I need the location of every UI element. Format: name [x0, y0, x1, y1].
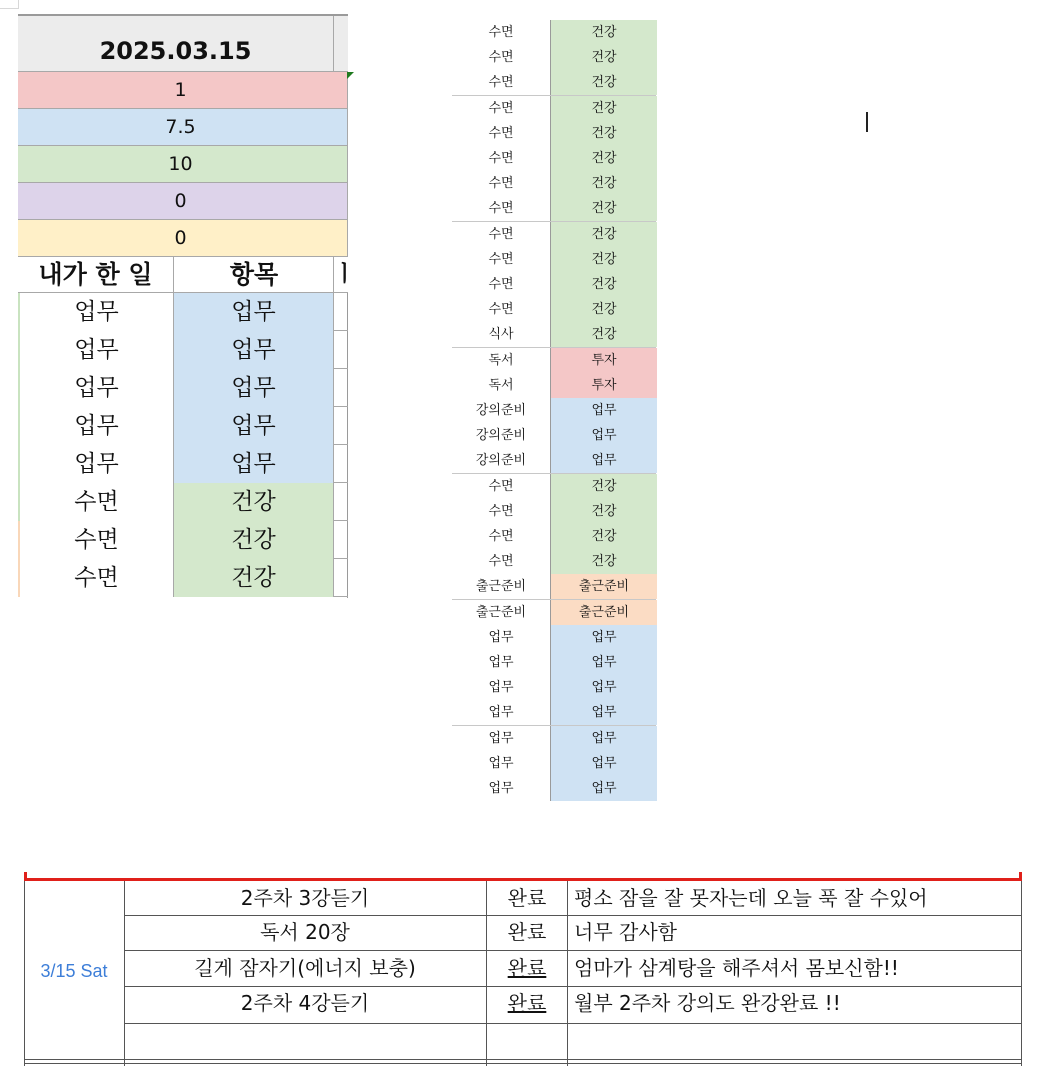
activity-cell[interactable]: 수면	[452, 297, 550, 322]
list-item	[452, 625, 656, 650]
item-cell[interactable]: 건강	[173, 483, 334, 521]
list-item	[452, 675, 656, 700]
category-cell[interactable]: 업무	[550, 398, 657, 423]
category-cell[interactable]: 출근준비	[550, 574, 657, 599]
category-cell[interactable]: 건강	[550, 70, 657, 95]
list-item	[452, 776, 656, 801]
activity-cell[interactable]: 출근준비	[452, 574, 550, 599]
category-cell[interactable]: 출근준비	[550, 600, 657, 625]
list-item	[452, 373, 656, 398]
item-cell[interactable]: 건강	[173, 559, 334, 597]
list-item	[452, 45, 656, 70]
category-cell[interactable]: 건강	[550, 45, 657, 70]
table-row	[18, 369, 348, 407]
done-cell[interactable]: 업무	[20, 369, 173, 407]
category-cell[interactable]: 건강	[550, 196, 657, 221]
done-cell[interactable]: 업무	[20, 407, 173, 445]
table-row	[18, 331, 348, 369]
list-item	[452, 524, 656, 549]
category-cell[interactable]: 건강	[550, 524, 657, 549]
list-item	[452, 398, 656, 423]
activity-cell[interactable]: 업무	[452, 650, 550, 675]
category-cell[interactable]: 건강	[550, 474, 657, 499]
header-extra[interactable]: ㅣ	[333, 257, 349, 293]
stat-value[interactable]: 7.5	[165, 116, 196, 138]
category-cell[interactable]: 건강	[550, 121, 657, 146]
column-divider	[333, 16, 334, 72]
column-divider	[347, 109, 348, 146]
item-cell[interactable]: 업무	[173, 293, 334, 331]
category-cell[interactable]: 건강	[550, 96, 657, 121]
activity-cell[interactable]: 수면	[452, 272, 550, 297]
list-item	[452, 171, 656, 196]
table-row	[18, 559, 348, 597]
list-item	[452, 121, 656, 146]
item-cell[interactable]: 건강	[173, 521, 334, 559]
stat-row	[18, 220, 348, 257]
category-cell[interactable]: 업무	[550, 726, 657, 751]
list-item	[452, 222, 656, 247]
table-bottom-line	[24, 1063, 1022, 1064]
category-cell[interactable]: 업무	[550, 423, 657, 448]
memo-cell[interactable]: 월부 2주차 강의도 완강완료 !!	[574, 991, 841, 1015]
list-item	[452, 726, 656, 751]
category-cell[interactable]: 업무	[550, 776, 657, 801]
category-cell[interactable]: 업무	[550, 650, 657, 675]
done-cell[interactable]: 수면	[20, 483, 173, 521]
table-row	[18, 293, 348, 331]
done-cell[interactable]: 수면	[20, 559, 173, 597]
status-cell[interactable]: 완료	[507, 920, 547, 944]
item-cell[interactable]: 업무	[173, 445, 334, 483]
category-cell[interactable]: 건강	[550, 247, 657, 272]
list-item	[452, 20, 656, 45]
item-cell[interactable]: 업무	[173, 331, 334, 369]
comment-indicator-icon	[347, 72, 354, 79]
category-cell[interactable]: 투자	[550, 373, 657, 398]
activity-cell[interactable]: 강의준비	[452, 448, 550, 473]
activity-cell[interactable]: 수면	[452, 549, 550, 574]
list-item	[452, 650, 656, 675]
activity-cell[interactable]: 업무	[452, 625, 550, 650]
list-item	[452, 297, 656, 322]
list-item	[452, 474, 656, 499]
header-item[interactable]: 항목	[173, 257, 334, 293]
category-cell[interactable]: 업무	[550, 675, 657, 700]
category-cell[interactable]: 건강	[550, 499, 657, 524]
list-item	[452, 96, 656, 121]
stat-row	[18, 146, 348, 183]
stat-value[interactable]: 0	[174, 227, 187, 249]
memo-cell[interactable]	[568, 1023, 1020, 1057]
category-cell[interactable]: 투자	[550, 348, 657, 373]
daily-plan-table	[24, 878, 1022, 1066]
task-cell[interactable]: 2주차 4강듣기	[240, 991, 370, 1015]
activity-cell[interactable]: 업무	[452, 700, 550, 725]
table-row	[18, 521, 348, 559]
list-item	[452, 146, 656, 171]
task-cell[interactable]: 2주차 3강듣기	[240, 886, 370, 910]
activity-cell[interactable]: 수면	[452, 96, 550, 121]
table-row	[18, 483, 348, 521]
activity-cell[interactable]: 수면	[452, 171, 550, 196]
list-item	[452, 196, 656, 221]
activity-cell[interactable]: 출근준비	[452, 600, 550, 625]
activity-cell[interactable]: 독서	[452, 348, 550, 373]
list-item	[452, 499, 656, 524]
status-cell[interactable]: 완료	[507, 991, 547, 1015]
column-divider	[347, 146, 348, 183]
activity-cell[interactable]: 수면	[452, 70, 550, 95]
activity-cell[interactable]: 강의준비	[452, 398, 550, 423]
activity-cell[interactable]: 수면	[452, 20, 550, 45]
status-cell[interactable]: 완료	[507, 956, 547, 980]
text-cursor	[866, 112, 868, 132]
activity-cell[interactable]: 식사	[452, 322, 550, 347]
list-item	[452, 700, 656, 725]
memo-cell[interactable]: 평소 잠을 잘 못자는데 오늘 푹 잘 수있어	[574, 886, 928, 910]
category-cell[interactable]: 건강	[550, 297, 657, 322]
activity-cell[interactable]: 수면	[452, 247, 550, 272]
task-cell[interactable]: 길게 잠자기(에너지 보충)	[194, 956, 416, 980]
category-cell[interactable]: 건강	[550, 20, 657, 45]
list-item	[452, 70, 656, 95]
stat-row	[18, 109, 348, 146]
done-cell[interactable]: 업무	[20, 445, 173, 483]
list-item	[452, 423, 656, 448]
column-divider	[347, 183, 348, 220]
list-item	[452, 600, 656, 625]
list-item	[452, 751, 656, 776]
activity-cell[interactable]: 수면	[452, 45, 550, 70]
done-cell[interactable]: 수면	[20, 521, 173, 559]
activity-cell[interactable]: 수면	[452, 196, 550, 221]
status-cell[interactable]: 완료	[507, 886, 547, 910]
stat-row	[18, 183, 348, 220]
category-cell[interactable]: 업무	[550, 700, 657, 725]
list-item	[452, 448, 656, 473]
item-cell[interactable]: 업무	[173, 369, 334, 407]
activity-cell[interactable]: 수면	[452, 524, 550, 549]
activity-cell[interactable]: 수면	[452, 222, 550, 247]
done-cell[interactable]: 업무	[20, 293, 173, 331]
activity-cell[interactable]: 업무	[452, 726, 550, 751]
activity-cell[interactable]: 강의준비	[452, 423, 550, 448]
column-divider	[347, 220, 348, 257]
category-cell[interactable]: 건강	[550, 272, 657, 297]
table-column-line	[1021, 878, 1022, 1066]
selection-highlight-end	[1019, 872, 1022, 880]
activity-cell[interactable]: 업무	[452, 751, 550, 776]
category-cell[interactable]: 건강	[550, 322, 657, 347]
plan-date[interactable]: 3/15 Sat	[40, 961, 108, 981]
activity-cell[interactable]: 수면	[452, 499, 550, 524]
stat-value[interactable]: 10	[168, 153, 193, 175]
table-row	[18, 445, 348, 483]
category-cell[interactable]: 업무	[550, 448, 657, 473]
list-item	[452, 348, 656, 373]
category-cell[interactable]: 업무	[550, 751, 657, 776]
activity-cell[interactable]: 독서	[452, 373, 550, 398]
stat-value[interactable]: 1	[174, 79, 187, 101]
task-cell[interactable]	[124, 1023, 486, 1057]
item-cell[interactable]: 업무	[173, 407, 334, 445]
list-item	[452, 247, 656, 272]
header-row	[18, 257, 356, 293]
activity-cell[interactable]: 업무	[452, 675, 550, 700]
category-cell[interactable]: 업무	[550, 625, 657, 650]
list-item	[452, 574, 656, 599]
activity-cell[interactable]: 수면	[452, 474, 550, 499]
table-bottom-line	[24, 1059, 1022, 1060]
list-item	[452, 549, 656, 574]
sheet-date[interactable]: 2025.03.15	[99, 37, 252, 65]
stat-row	[18, 72, 348, 109]
category-cell[interactable]: 건강	[550, 222, 657, 247]
activity-cell[interactable]: 업무	[452, 776, 550, 801]
category-cell[interactable]: 건강	[550, 549, 657, 574]
list-item	[452, 272, 656, 297]
table-row	[18, 407, 348, 445]
done-cell[interactable]: 업무	[20, 331, 173, 369]
category-cell[interactable]: 건강	[550, 171, 657, 196]
memo-cell[interactable]: 너무 감사함	[574, 920, 677, 944]
memo-cell[interactable]: 엄마가 삼계탕을 해주셔서 몸보신함!!	[574, 956, 899, 980]
date-row	[18, 16, 348, 72]
stat-value[interactable]: 0	[174, 190, 187, 212]
activity-cell[interactable]: 수면	[452, 121, 550, 146]
selection-highlight-end	[24, 872, 27, 880]
category-cell[interactable]: 건강	[550, 146, 657, 171]
status-cell[interactable]	[487, 1023, 567, 1057]
sheet-corner	[0, 0, 19, 9]
task-cell[interactable]: 독서 20장	[260, 920, 350, 944]
header-done[interactable]: 내가 한 일	[38, 260, 153, 289]
list-item	[452, 322, 656, 347]
activity-cell[interactable]: 수면	[452, 146, 550, 171]
